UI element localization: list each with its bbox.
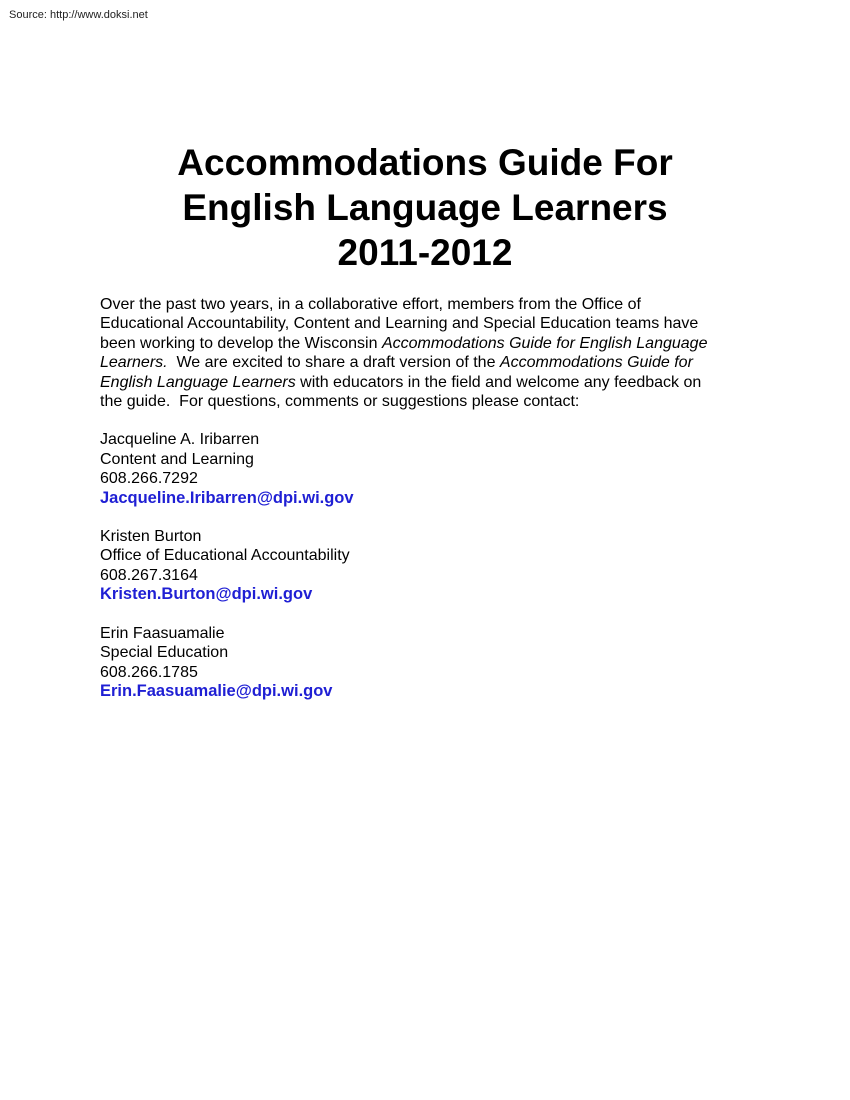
- contact-phone: 608.266.7292: [100, 470, 198, 488]
- intro-line-3-italic: Accommodations Guide for English Language: [381, 334, 708, 352]
- document-body: [100, 295, 750, 720]
- intro-line-6: the guide. For questions, comments or suggestions please contact:: [100, 393, 580, 411]
- intro-line-2: Educational Accountability, Content and Learning and Special Education teams have: [100, 315, 699, 333]
- intro-paragraph: [100, 295, 750, 411]
- intro-line-5-italic: English Language Learners: [100, 373, 296, 391]
- contact-phone: 608.267.3164: [100, 566, 198, 584]
- source-note: Source: http://www.doksi.net: [9, 9, 148, 21]
- intro-line-3-text: been working to develop the Wisconsin: [100, 334, 382, 352]
- title-line-3: 2011-2012: [337, 232, 513, 273]
- document-title: [0, 140, 850, 275]
- contact-email-link[interactable]: Erin.Faasuamalie@dpi.wi.gov: [100, 681, 333, 700]
- title-line-1: Accommodations Guide For: [177, 142, 673, 183]
- contact-block: [100, 527, 750, 605]
- contact-block: [100, 430, 750, 508]
- contact-email-link[interactable]: Jacqueline.Iribarren@dpi.wi.gov: [100, 488, 354, 507]
- intro-line-4-italic-2: Accommodations Guide for: [499, 354, 693, 372]
- contact-email-link[interactable]: Kristen.Burton@dpi.wi.gov: [100, 585, 313, 604]
- intro-line-4-text: We are excited to share a draft version of the: [167, 354, 500, 372]
- contact-phone: 608.266.1785: [100, 663, 198, 681]
- contact-name: Erin Faasuamalie: [100, 624, 225, 642]
- contact-department: Office of Educational Accountability: [100, 547, 350, 565]
- title-line-2: English Language Learners: [182, 187, 668, 228]
- contact-name: Jacqueline A. Iribarren: [100, 431, 260, 449]
- contact-name: Kristen Burton: [100, 528, 202, 546]
- intro-line-5-text: with educators in the field and welcome any feedback on: [295, 373, 702, 391]
- contact-block: [100, 624, 750, 702]
- contact-department: Content and Learning: [100, 450, 254, 468]
- intro-line-4-italic: Learners.: [100, 354, 168, 372]
- contact-department: Special Education: [100, 644, 229, 662]
- intro-line-1: Over the past two years, in a collaborative effort, members from the Office of: [100, 296, 641, 313]
